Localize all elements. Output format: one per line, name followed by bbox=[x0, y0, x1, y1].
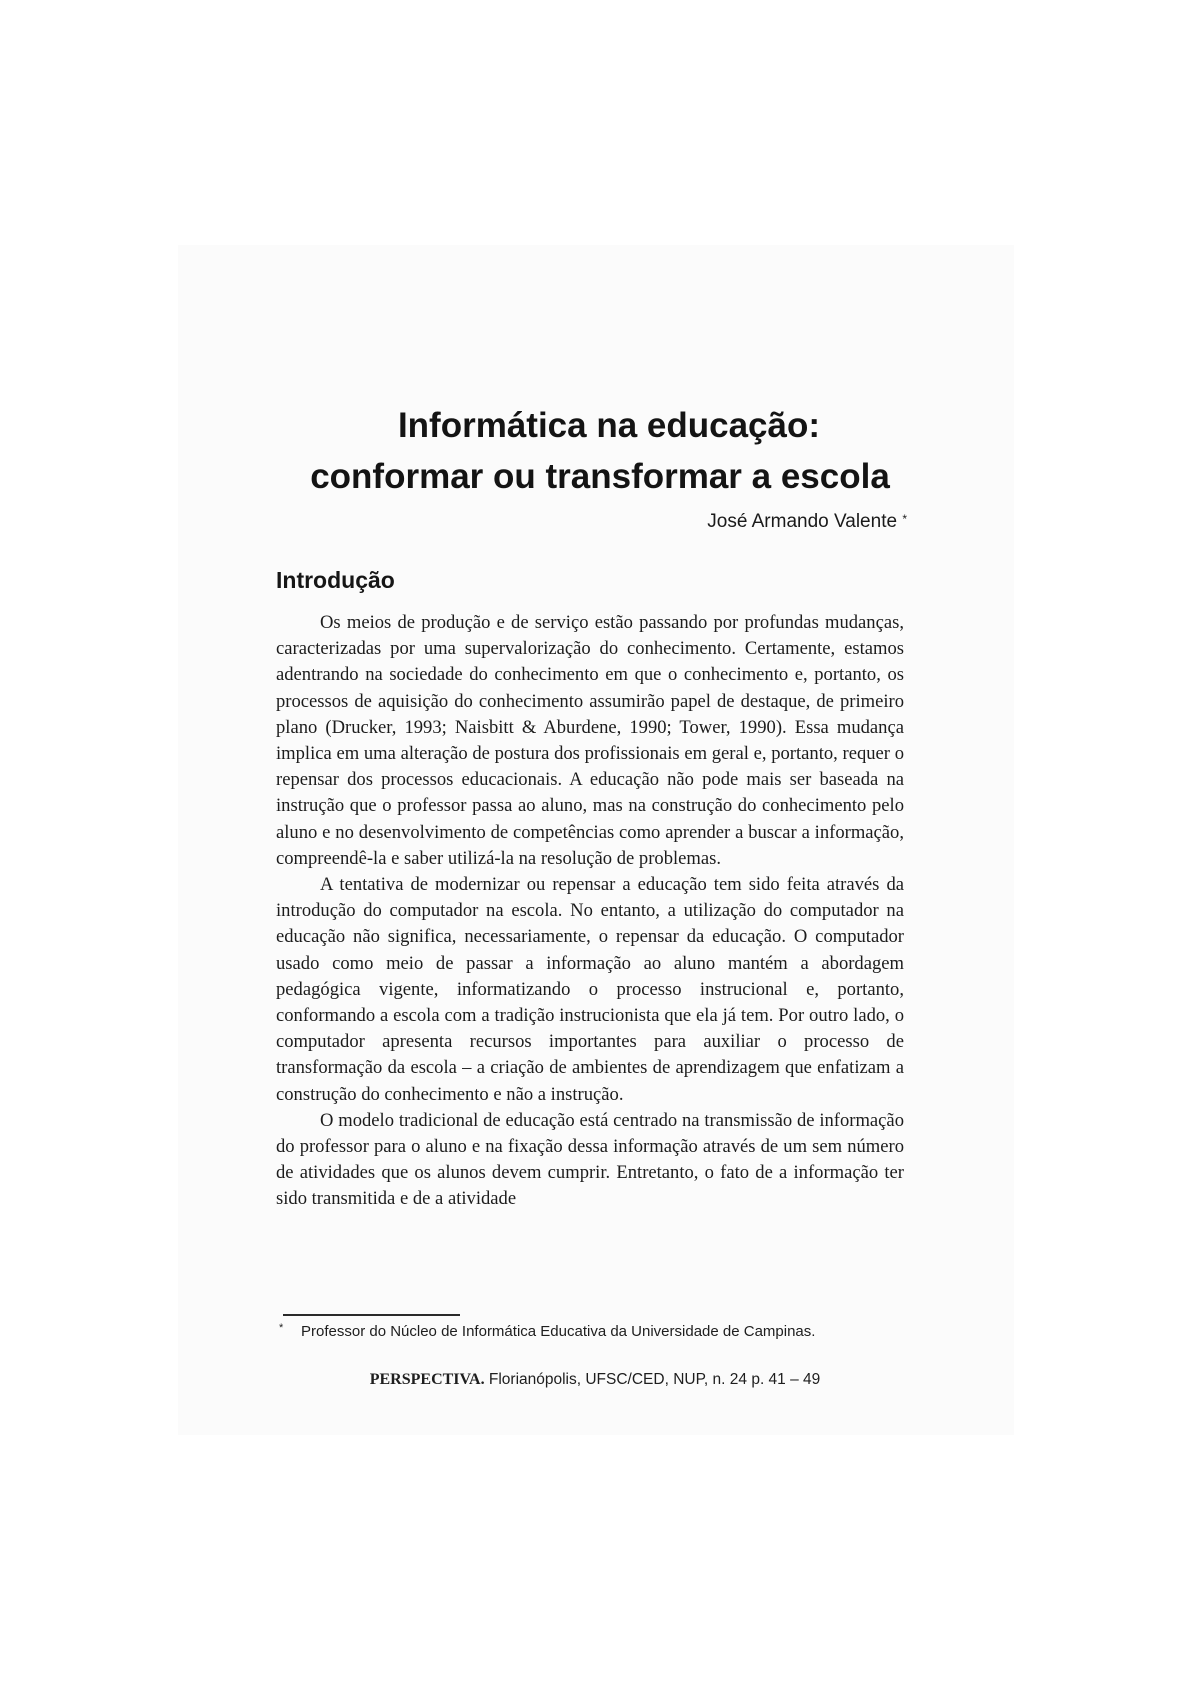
paragraph-1: Os meios de produção e de serviço estão passando por profundas mudanças, caracterizadas por uma supervalorização do conhecimento. Certamente, estamos adentrando na sociedade do conhecimento em que o conhecimento e, portanto, os processos de aquisição do conhecimento assumirão papel de destaque, de primeiro plano (Drucker, 1993; Naisbitt & Aburdene, 1990; Tower, 1990). Essa mudança implica em uma alteração de postura dos profissionais em geral e, portanto, requer o repensar dos processos educacionais. A educação não pode mais ser baseada na instrução que o professor passa ao aluno, mas na construção do conhecimento pelo aluno e no desenvolvimento de competências como aprender a buscar a informação, compreendê-la e saber utilizá-la na resolução de problemas. bbox=[276, 612, 904, 869]
author-footnote-mark: * bbox=[902, 512, 907, 526]
article-title-line-1: Informática na educação: bbox=[397, 406, 821, 445]
journal-citation bbox=[0, 1371, 1190, 1389]
footnote-divider bbox=[283, 1314, 460, 1316]
article-author bbox=[707, 511, 907, 533]
paragraph-2: A tentativa de modernizar ou repensar a educação tem sido feita através da introdução do computador na escola. No entanto, a utilização do computador na educação não significa, necessariamente, o repensar da educação. O computador usado como meio de passar a informação ao aluno mantém a abordagem pedagógica vigente, informatizando o processo instrucional e, portanto, conformando a escola com a tradição instrucionista que ela já tem. Por outro lado, o computador apresenta recursos importantes para auxiliar o processo de transformação da escola – a criação de ambientes de aprendizagem que enfatizam a construção do conhecimento e não a instrução. bbox=[276, 874, 904, 1105]
footnote-mark: * bbox=[279, 1322, 284, 1334]
footnote bbox=[279, 1322, 815, 1340]
footnote-text: Professor do Núcleo de Informática Educativa da Universidade de Campinas. bbox=[301, 1323, 816, 1340]
article-body bbox=[276, 610, 904, 1213]
paragraph-3: O modelo tradicional de educação está centrado na transmissão de informação do professor para o aluno e na fixação dessa informação através de um sem número de atividades que os alunos devem cumprir. Entretanto, o fato de a informação ter sido transmitida e de a atividade bbox=[276, 1109, 904, 1210]
author-name: José Armando Valente bbox=[707, 511, 898, 532]
article-title-line-2: conformar ou transformar a escola bbox=[310, 457, 890, 496]
journal-name: PERSPECTIVA. bbox=[369, 1371, 485, 1388]
journal-details: Florianópolis, UFSC/CED, NUP, n. 24 p. 41 – 49 bbox=[488, 1371, 821, 1388]
section-heading-introduction: Introdução bbox=[276, 567, 395, 593]
